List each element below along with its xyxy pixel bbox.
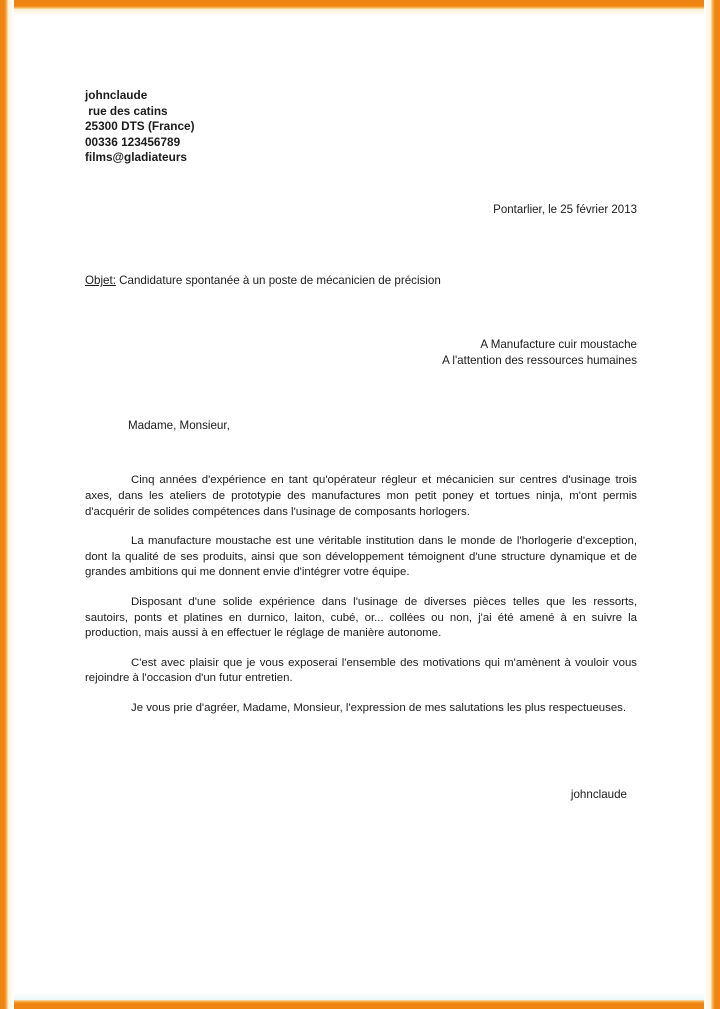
page-frame-left-border <box>0 0 8 1009</box>
page-frame-top-border <box>0 0 720 9</box>
paragraph: Disposant d'une solide expérience dans l'usinage de diverses pièces telles que les ressorts, sautoirs, ponts et platines en durnico, laiton, cubé, or... collées ou non, j'ai été amené à en suivre la production, mais aussi à en effectuer le réglage de manière autonome. <box>85 595 637 640</box>
sender-street: rue des catins <box>85 103 168 118</box>
subject-line <box>85 273 637 288</box>
subject-label: Objet: <box>85 274 116 288</box>
recipient-block <box>85 337 637 370</box>
letter-paragraphs <box>85 473 637 716</box>
sender-phone: 00336 123456789 <box>85 134 181 149</box>
page-frame-bottom-border <box>0 1000 720 1009</box>
letter-sheet <box>14 14 706 995</box>
recipient-company: A Manufacture cuir moustache <box>480 337 637 351</box>
signature: johnclaude <box>570 787 627 801</box>
paragraph: C'est avec plaisir que je vous exposerai l'ensemble des motivations qui m'amènent à vouloir vous rejoindre à l'occasion d'un futur entretien. <box>85 656 637 685</box>
place-and-date: Pontarlier, le 25 février 2013 <box>493 203 637 216</box>
salutation: Madame, Monsieur, <box>128 418 230 432</box>
recipient-attention: A l'attention des ressources humaines <box>442 354 637 368</box>
subject-text: Candidature spontanée à un poste de mécanicien de précision <box>115 274 441 288</box>
paragraph: Cinq années d'expérience en tant qu'opérateur régleur et mécanicien sur centres d'usinage trois axes, dans les ateliers de prototypie des manufactures mon petit poney et tortues ninja, m'ont permis d'acquérir de solides compétences dans l'usinage de composants horlogers. <box>85 474 637 518</box>
paragraph: Je vous prie d'agréer, Madame, Monsieur, l'expression de mes salutations les plus respectueuses. <box>131 701 627 714</box>
letter-body <box>85 88 637 802</box>
sender-address-block <box>85 88 637 166</box>
page-frame-right-border <box>711 0 720 1009</box>
sender-city: 25300 DTS (France) <box>85 119 195 134</box>
sender-email: films@gladiateurs <box>85 150 187 165</box>
sender-name: johnclaude <box>85 88 148 102</box>
paragraph: La manufacture moustache est une véritable institution dans le monde de l'horlogerie d'exception, dont la qualité de ses produits, ainsi que son développement témoignent d'une structure dynamique et de grandes ambitions qui me donnent envie d'intégrer votre équipe. <box>85 535 637 579</box>
